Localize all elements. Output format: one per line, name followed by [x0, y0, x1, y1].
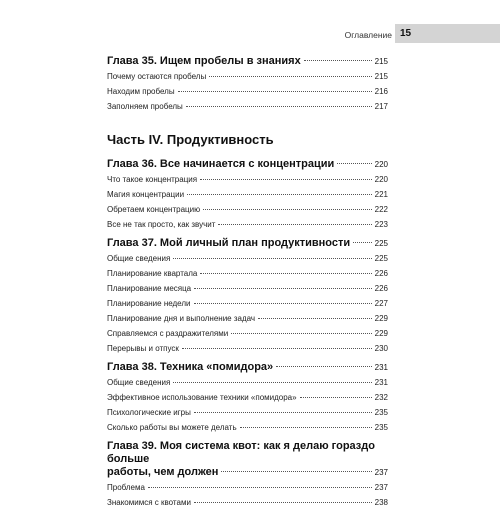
page-ref: 235	[374, 423, 388, 432]
page-ref: 221	[374, 190, 388, 199]
entry-label: Справляемся с раздражителями	[107, 329, 229, 338]
leader-dots	[194, 303, 372, 304]
page-ref: 223	[374, 220, 388, 229]
toc-entry	[107, 189, 388, 204]
leader-dots	[231, 333, 371, 334]
page-ref: 229	[374, 314, 388, 323]
page-ref: 216	[374, 87, 388, 96]
chapter-35-heading	[107, 55, 388, 71]
page-ref: 227	[374, 299, 388, 308]
page-ref: 226	[374, 269, 388, 278]
toc-entry	[107, 219, 388, 234]
leader-dots	[353, 242, 371, 243]
running-header: Оглавление	[344, 30, 392, 40]
page-ref: 215	[374, 72, 388, 81]
leader-dots	[276, 366, 371, 367]
leader-dots	[194, 288, 372, 289]
toc-entry	[107, 392, 388, 407]
page-ref: 222	[374, 205, 388, 214]
page-ref: 226	[374, 284, 388, 293]
entry-label: Перерывы и отпуск	[107, 344, 179, 353]
leader-dots	[304, 60, 372, 61]
toc-entry	[107, 482, 388, 497]
page-ref: 215	[374, 57, 388, 66]
page-ref: 235	[374, 408, 388, 417]
chapter-title: работы, чем должен	[107, 466, 219, 478]
entry-label: Эффективное использование техники «помидора»	[107, 393, 297, 402]
chapter-title: Глава 37. Мой личный план продуктивности	[107, 237, 351, 249]
chapter-39-heading-line1: Глава 39. Моя система квот: как я делаю гораздо больше	[107, 440, 375, 465]
page-ref: 229	[374, 329, 388, 338]
page-number-badge: 15	[395, 24, 500, 43]
part-4-heading: Часть IV. Продуктивность	[107, 132, 274, 147]
chapter-37-heading	[107, 237, 388, 253]
leader-dots	[300, 397, 372, 398]
toc-entry	[107, 298, 388, 313]
entry-label: Общие сведения	[107, 254, 171, 263]
toc-entry	[107, 101, 388, 116]
entry-label: Психологические игры	[107, 408, 191, 417]
entry-label: Находим пробелы	[107, 87, 175, 96]
entry-label: Обретаем концентрацию	[107, 205, 201, 214]
toc-entry	[107, 204, 388, 219]
leader-dots	[221, 471, 371, 472]
leader-dots	[240, 427, 372, 428]
leader-dots	[200, 179, 372, 180]
leader-dots	[209, 76, 371, 77]
leader-dots	[187, 194, 372, 195]
leader-dots	[178, 91, 372, 92]
entry-label: Планирование дня и выполнение задач	[107, 314, 256, 323]
toc-entry	[107, 328, 388, 343]
entry-label: Общие сведения	[107, 378, 171, 387]
page-ref: 238	[374, 498, 388, 507]
page-ref: 225	[374, 239, 388, 248]
leader-dots	[337, 163, 371, 164]
chapter-39-heading	[107, 466, 388, 482]
leader-dots	[218, 224, 371, 225]
entry-label: Планирование недели	[107, 299, 191, 308]
table-of-contents	[107, 52, 388, 512]
page-ref: 217	[374, 102, 388, 111]
leader-dots	[200, 273, 371, 274]
toc-entry	[107, 86, 388, 101]
entry-label: Все не так просто, как звучит	[107, 220, 216, 229]
page-ref: 232	[374, 393, 388, 402]
entry-label: Планирование месяца	[107, 284, 192, 293]
leader-dots	[148, 487, 372, 488]
toc-entry	[107, 407, 388, 422]
toc-entry	[107, 343, 388, 358]
chapter-38-heading	[107, 361, 388, 377]
toc-entry	[107, 174, 388, 189]
entry-label: Сколько работы вы можете делать	[107, 423, 237, 432]
leader-dots	[258, 318, 372, 319]
entry-label: Проблема	[107, 483, 145, 492]
page-ref: 230	[374, 344, 388, 353]
leader-dots	[182, 348, 372, 349]
toc-entry	[107, 377, 388, 392]
entry-label: Знакомимся с квотами	[107, 498, 191, 507]
leader-dots	[203, 209, 372, 210]
page-ref: 237	[374, 483, 388, 492]
toc-entry	[107, 313, 388, 328]
toc-entry	[107, 268, 388, 283]
leader-dots	[194, 412, 372, 413]
page-ref: 225	[374, 254, 388, 263]
entry-label: Магия концентрации	[107, 190, 185, 199]
toc-entry	[107, 71, 388, 86]
leader-dots	[194, 502, 372, 503]
chapter-title: Глава 36. Все начинается с концентрации	[107, 158, 335, 170]
toc-entry	[107, 253, 388, 268]
page-ref: 220	[374, 175, 388, 184]
entry-label: Заполняем пробелы	[107, 102, 183, 111]
chapter-36-heading	[107, 158, 388, 174]
toc-entry	[107, 497, 388, 512]
entry-label: Что такое концентрация	[107, 175, 198, 184]
chapter-title: Глава 35. Ищем пробелы в знаниях	[107, 55, 301, 67]
leader-dots	[173, 258, 371, 259]
toc-entry	[107, 422, 388, 437]
page-ref: 237	[374, 468, 388, 477]
chapter-title: Глава 38. Техника «помидора»	[107, 361, 274, 373]
page-ref: 231	[374, 363, 388, 372]
entry-label: Почему остаются пробелы	[107, 72, 207, 81]
page-ref: 231	[374, 378, 388, 387]
toc-entry	[107, 283, 388, 298]
leader-dots	[173, 382, 371, 383]
page-ref: 220	[374, 160, 388, 169]
leader-dots	[186, 106, 372, 107]
entry-label: Планирование квартала	[107, 269, 198, 278]
